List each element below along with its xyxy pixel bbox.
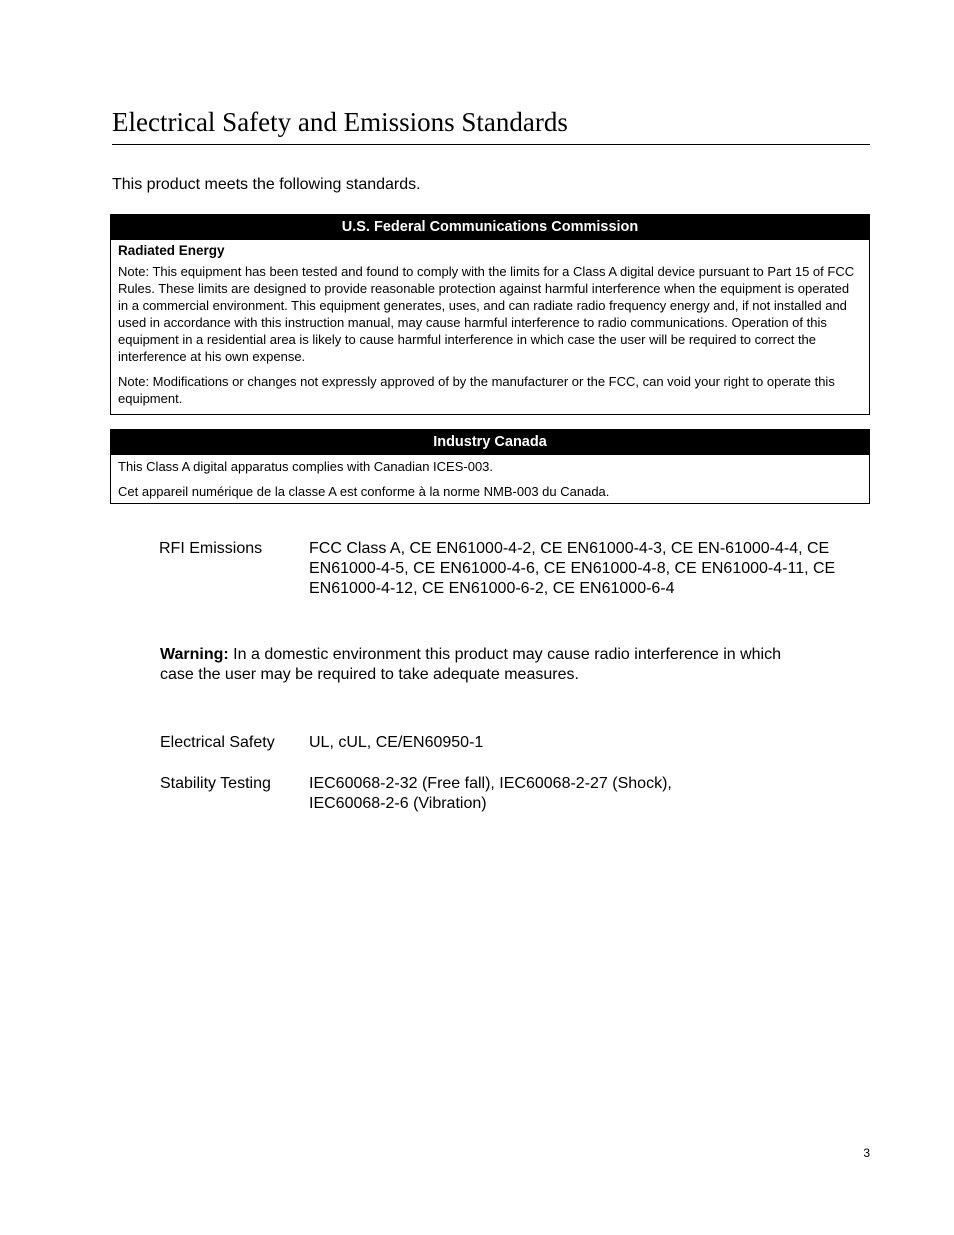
warning-notice <box>160 645 800 685</box>
stability-testing-value: IEC60068-2-32 (Free fall), IEC60068-2-27 (Shock), IEC60068-2-6 (Vibration) <box>309 775 672 812</box>
ic-statement-french: Cet appareil numérique de la classe A est conforme à la norme NMB-003 du Canada. <box>118 484 610 499</box>
industry-canada-box <box>110 429 870 504</box>
electrical-safety-value: UL, cUL, CE/EN60950-1 <box>309 734 484 751</box>
intro-text: This product meets the following standards. <box>112 176 421 193</box>
fcc-note-compliance: Note: This equipment has been tested and found to comply with the limits for a Class A digital device pursuant to Part 15 of FCC Rules. These limits are designed to provide reasonable protection against harmful interference when the equipment is operated in a commercial environment. This equipment generates, uses, and can radiate radio frequency energy and, if not installed and used in accordance with this instruction manual, may cause harmful interference to radio communications. Operation of this equipment in a residential area is likely to cause harmful interference in which case the user will be required to correct the interference at his own expense. <box>118 264 855 364</box>
stability-testing-row <box>160 774 760 818</box>
rfi-emissions-label: RFI Emissions <box>159 540 263 557</box>
rfi-emissions-value: FCC Class A, CE EN61000-4-2, CE EN61000-4-3, CE EN-61000-4-4, CE EN61000-4-5, CE EN61000-4-6, CE EN61000-4-8, CE EN61000-4-11, CE EN61000-4-12, CE EN61000-6-2, CE EN61000-6-4 <box>309 540 836 597</box>
electrical-safety-label: Electrical Safety <box>160 734 275 751</box>
ic-statement-english: This Class A digital apparatus complies with Canadian ICES-003. <box>118 459 494 474</box>
ic-header: Industry Canada <box>111 430 869 455</box>
fcc-notice-box <box>110 214 870 415</box>
page-title: Electrical Safety and Emissions Standards <box>112 104 870 145</box>
fcc-note-modifications: Note: Modifications or changes not expressly approved of by the manufacturer or the FCC, can void your right to operate this equipment. <box>118 374 835 406</box>
warning-label: Warning: <box>160 646 229 663</box>
fcc-header: U.S. Federal Communications Commission <box>111 215 869 240</box>
fcc-subhead: Radiated Energy <box>118 243 225 258</box>
rfi-emissions-row <box>159 539 869 601</box>
electrical-safety-row <box>160 733 760 755</box>
stability-testing-label: Stability Testing <box>160 775 271 792</box>
warning-text: In a domestic environment this product may cause radio interference in which case the user may be required to take adequate measures. <box>160 646 782 683</box>
page-number: 3 <box>863 1146 870 1160</box>
